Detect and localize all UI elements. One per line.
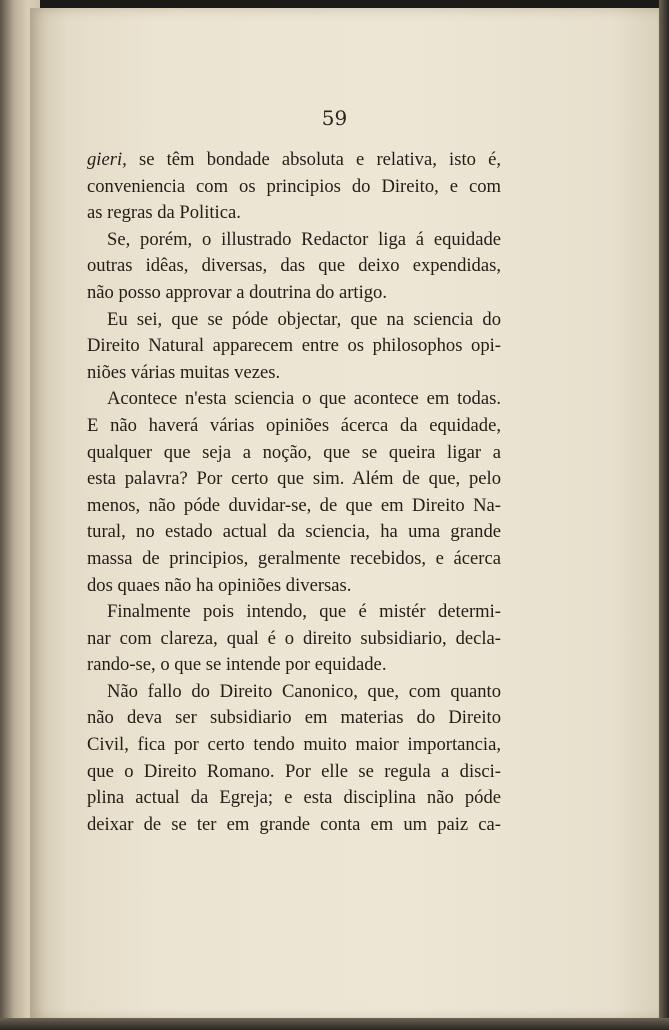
paragraph [87, 386, 501, 599]
text-line: Não fallo do Direito Canonico, que, com quanto [107, 680, 501, 702]
body-text [87, 147, 501, 838]
text-line: qualquer que seja a noção, que se queira ligar a [87, 441, 501, 463]
page-number: 59 [321, 106, 348, 130]
text-line: plina actual da Egreja; e esta disciplina não póde [87, 787, 501, 809]
text-line: rando-se, o que se intende por equidade. [87, 654, 387, 676]
text-line: as regras da Politica. [87, 202, 241, 224]
text-line: nar com clareza, qual é o direito subsidiario, decla- [87, 627, 501, 649]
text-line [87, 147, 501, 174]
text-line: conveniencia com os principios do Direito, e com [87, 175, 501, 197]
text-line: esta palavra? Por certo que sim. Além de que, pelo [87, 468, 501, 490]
line-text: se têm bondade absoluta e relativa, isto é, [126, 149, 501, 170]
text-line: não posso approvar a doutrina do artigo. [87, 281, 388, 303]
paragraph [87, 307, 501, 387]
bottom-edge-shadow [0, 1018, 669, 1030]
text-line: Acontece n'esta sciencia o que acontece em todas. [107, 388, 501, 410]
text-line: que o Direito Romano. Por elle se regula a disci- [87, 760, 501, 782]
text-line: E não haverá várias opiniões ácerca da equidade, [87, 414, 501, 436]
text-line: Civil, fica por certo tendo muito maior importancia, [87, 734, 501, 756]
italic-word: gieri, [87, 149, 127, 170]
text-line: massa de principios, geralmente recebidos, e ácerca [87, 547, 501, 569]
right-edge-shadow [659, 0, 669, 1030]
text-line: deixar de se ter em grande conta em um paiz ca- [87, 813, 501, 835]
text-line: Finalmente pois intendo, que é mistér determi- [107, 601, 501, 623]
text-line: outras idêas, diversas, das que deixo expendidas, [87, 255, 501, 277]
text-line: niões várias muitas vezes. [87, 361, 281, 383]
text-line: Direito Natural apparecem entre os philosophos opi- [87, 335, 501, 357]
text-line: Se, porém, o illustrado Redactor liga á equidade [107, 228, 501, 250]
text-line: Eu sei, que se póde objectar, que na sciencia do [107, 308, 501, 330]
text-line: tural, no estado actual da sciencia, ha uma grande [87, 521, 501, 543]
text-line: não deva ser subsidiario em materias do Direito [87, 707, 501, 729]
text-line: menos, não póde duvidar-se, de que em Direito Na- [87, 494, 501, 516]
paragraph [87, 599, 501, 679]
paragraph [87, 147, 501, 227]
paragraph [87, 227, 501, 307]
paragraph [87, 679, 501, 839]
text-line: dos quaes não ha opiniões diversas. [87, 574, 352, 596]
